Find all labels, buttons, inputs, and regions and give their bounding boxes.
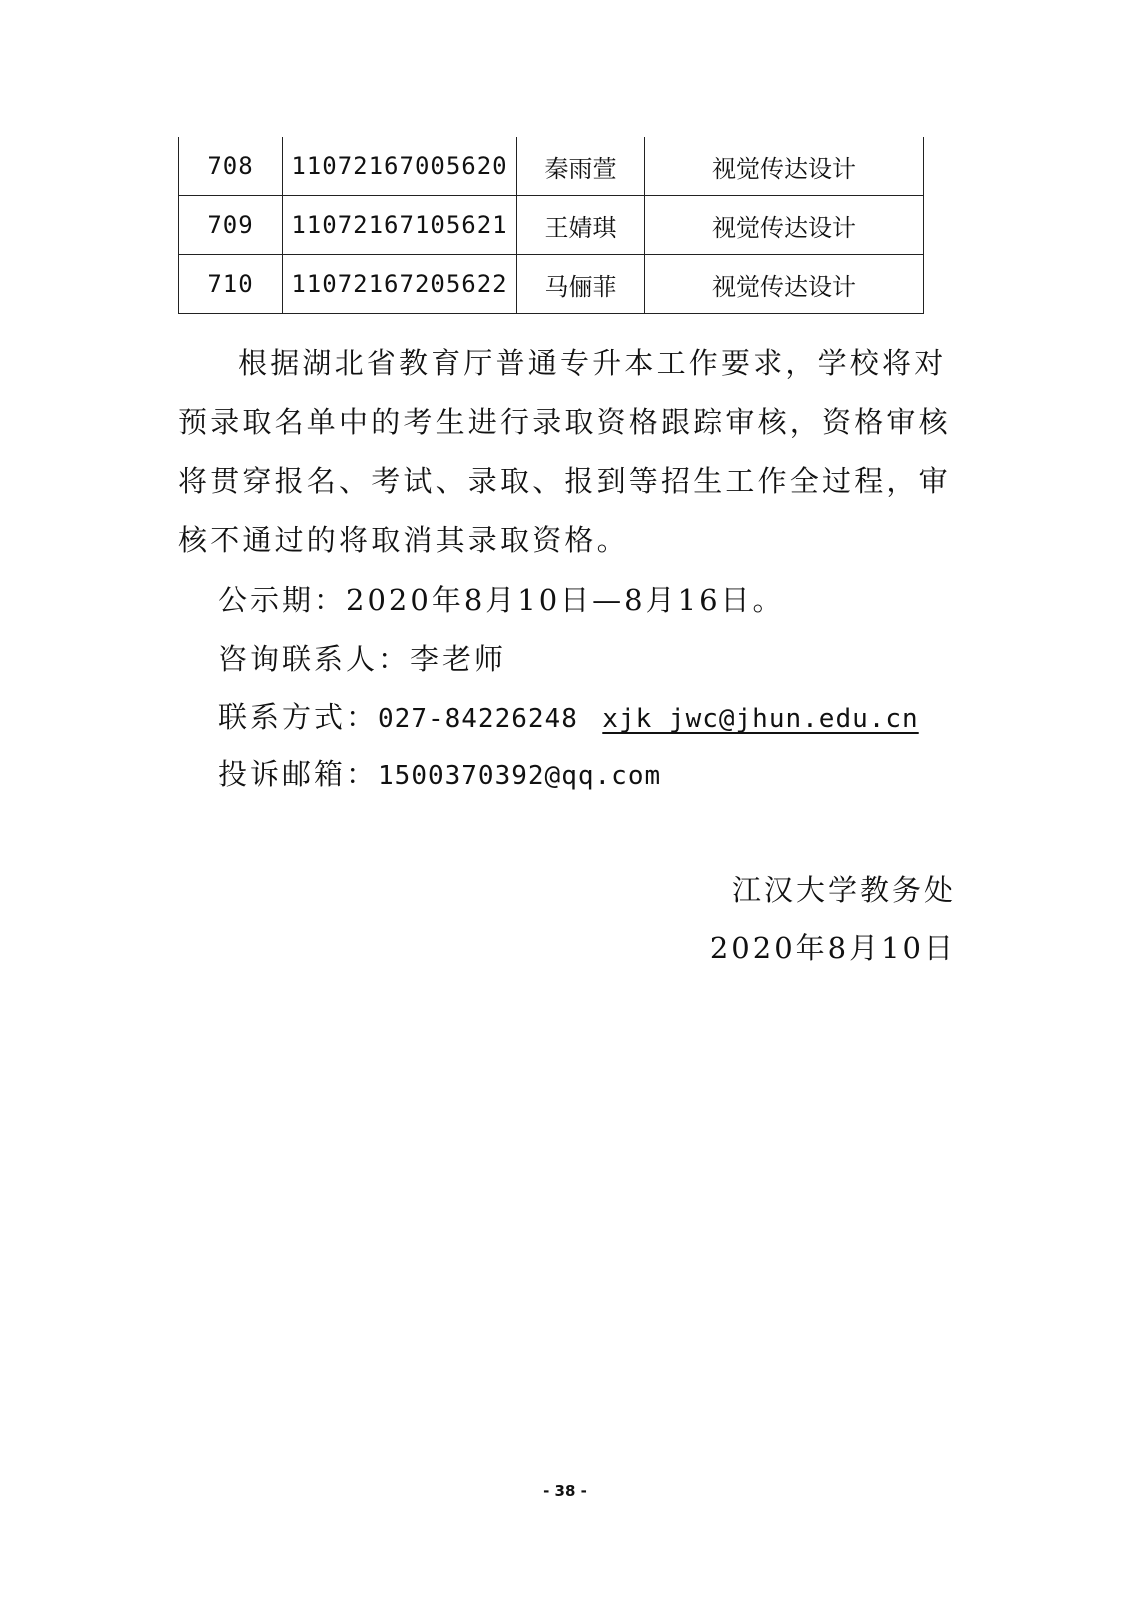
major: 视觉传达设计 <box>645 255 924 314</box>
phone-number: 027-84226248 <box>378 704 578 734</box>
notice-period-label: 公示期： <box>218 583 347 617</box>
notice-period-value: 2020年8月10日—8月16日。 <box>346 583 785 617</box>
exam-id: 11072167205622 <box>283 255 517 314</box>
contact-person-line <box>218 637 506 678</box>
complaint-label: 投诉邮箱： <box>218 757 379 791</box>
table-row <box>179 137 924 196</box>
row-number: 708 <box>179 137 283 196</box>
student-name: 马俪菲 <box>517 255 645 314</box>
complaint-email[interactable]: 1500370392@qq.com <box>378 761 662 791</box>
contact-method-line <box>218 695 919 736</box>
major: 视觉传达设计 <box>645 196 924 255</box>
complaint-line <box>218 752 661 793</box>
contact-person-label: 咨询联系人： <box>218 642 411 676</box>
exam-id: 11072167005620 <box>283 137 517 196</box>
email-link[interactable]: xjk_jwc@jhun.edu.cn <box>602 704 919 734</box>
notice-period-line <box>218 578 785 619</box>
contact-person-value: 李老师 <box>410 642 507 676</box>
contact-method-label: 联系方式： <box>218 700 379 734</box>
table-row <box>179 255 924 314</box>
review-paragraph: 根据湖北省教育厅普通专升本工作要求，学校将对预录取名单中的考生进行录取资格跟踪审核，资格审核将贯穿报名、考试、录取、报到等招生工作全过程，审核不通过的将取消其录取资格。 <box>178 346 951 557</box>
row-number: 710 <box>179 255 283 314</box>
student-name: 王婧琪 <box>517 196 645 255</box>
signature-date: 2020年8月10日 <box>709 931 956 965</box>
admission-table <box>178 137 924 314</box>
row-number: 709 <box>179 196 283 255</box>
exam-id: 11072167105621 <box>283 196 517 255</box>
student-name: 秦雨萱 <box>517 137 645 196</box>
page-number: - 38 - <box>543 1482 587 1500</box>
signature-org: 江汉大学教务处 <box>731 873 956 907</box>
table-row <box>179 196 924 255</box>
major: 视觉传达设计 <box>645 137 924 196</box>
